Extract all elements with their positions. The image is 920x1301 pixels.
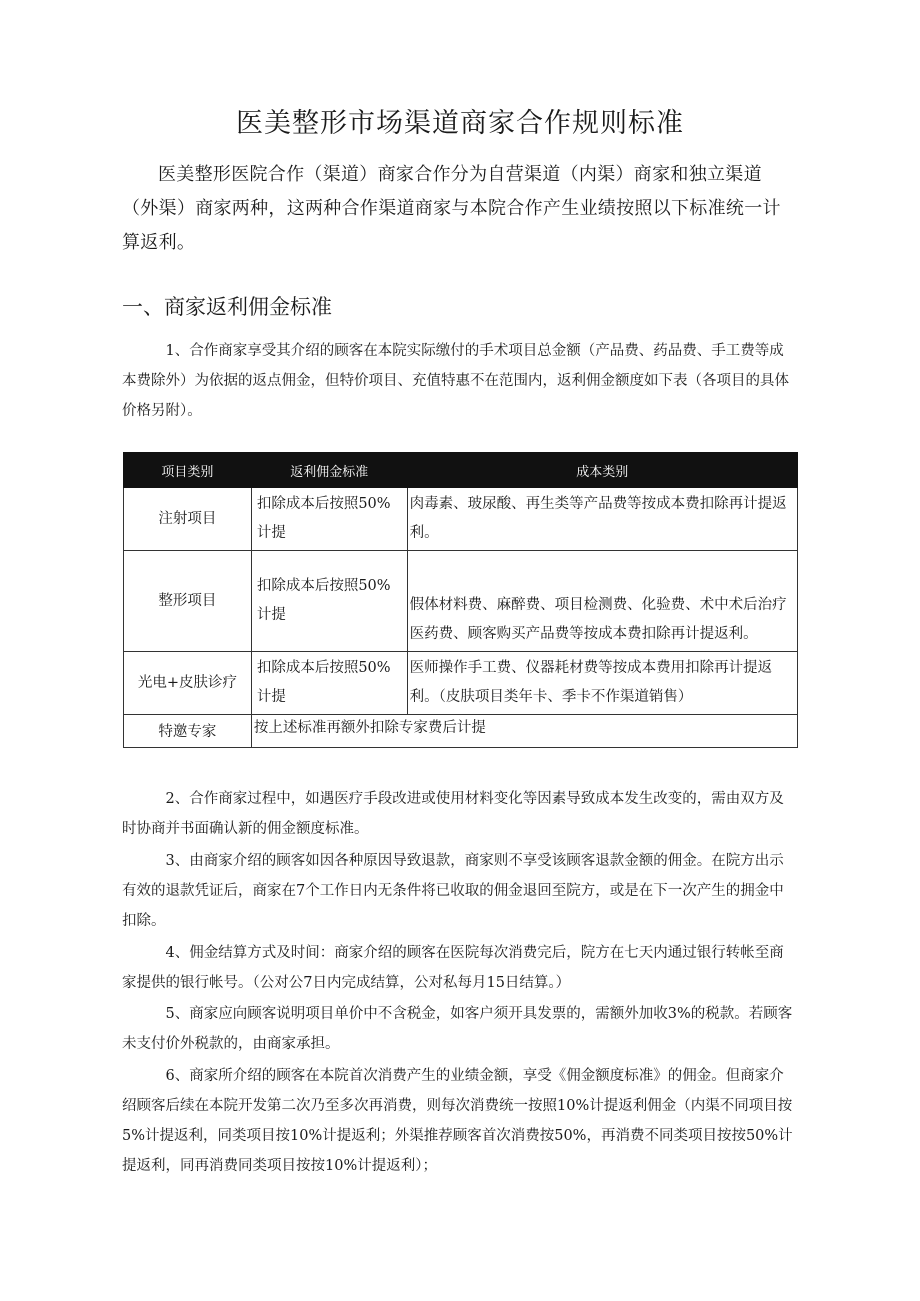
cell-category: 特邀专家 xyxy=(124,715,252,748)
table-header-row xyxy=(124,453,798,488)
cell-standard: 扣除成本后按照50%计提 xyxy=(251,488,407,551)
paragraph-3: 3、由商家介绍的顾客如因各种原因导致退款，商家则不享受该顾客退款金额的佣金。在院方出示有效的退款凭证后，商家在7个工作日内无条件将已收取的佣金退回至院方，或是在下一次产生的拥金中扣除。 xyxy=(122,853,784,929)
header-cost: 成本类别 xyxy=(407,453,797,488)
paragraph-6: 6、商家所介绍的顾客在本院首次消费产生的业绩金额，享受《佣金额度标准》的佣金。但商家介绍顾客后续在本院开发第二次乃至多次再消费，则每次消费统一按照10%计提返利佣金（内渠不同项目按5%计提返利，同类项目按10%计提返利；外渠推荐顾客首次消费按50%，再消费不同类项目按按50%计提返利，同再消费同类项目按按10%计提返利）； xyxy=(122,1068,793,1174)
cell-cost: 肉毒素、玻尿酸、再生类等产品费等按成本费扣除再计提返利。 xyxy=(407,488,797,551)
cell-category: 注射项目 xyxy=(124,488,252,551)
paragraph-5: 5、商家应向顾客说明项目单价中不含税金，如客户须开具发票的，需额外加收3%的税款。若顾客未支付价外税款的，由商家承担。 xyxy=(122,1006,793,1052)
cell-merged-standard: 按上述标准再额外扣除专家费后计提 xyxy=(251,715,797,748)
paragraph-1: 1、合作商家享受其介绍的顾客在本院实际缴付的手术项目总金额（产品费、药品费、手工费等成本费除外）为依据的返点佣金，但特价项目、充值特惠不在范围内，返利佣金额度如下表（各项目的具体价格另附）。 xyxy=(122,343,789,419)
cell-cost: 医师操作手工费、仪器耗材费等按成本费用扣除再计提返利。（皮肤项目类年卡、季卡不作渠道销售） xyxy=(407,652,797,715)
cell-category: 整形项目 xyxy=(124,551,252,652)
document-title: 医美整形市场渠道商家合作规则标准 xyxy=(236,108,684,139)
cell-cost: 假体材料费、麻醉费、项目检测费、化验费、术中术后治疗医药费、顾客购买产品费等按成本费扣除再计提返利。 xyxy=(407,551,797,652)
table-row xyxy=(124,488,798,551)
paragraph-2: 2、合作商家过程中，如遇医疗手段改进或使用材料变化等因素导致成本发生改变的，需由双方及时协商并书面确认新的佣金额度标准。 xyxy=(122,791,784,837)
cell-category: 光电+皮肤诊疗 xyxy=(124,652,252,715)
header-category: 项目类别 xyxy=(124,453,252,488)
table-row xyxy=(124,652,798,715)
paragraph-4: 4、佣金结算方式及时间：商家介绍的顾客在医院每次消费完后，院方在七天内通过银行转帐至商家提供的银行帐号。（公对公7日内完成结算，公对私每月15日结算。） xyxy=(122,945,784,991)
table-row xyxy=(124,715,798,748)
section-heading-rebate: 一、商家返利佣金标准 xyxy=(122,295,332,319)
table-row xyxy=(124,551,798,652)
intro-paragraph: 医美整形医院合作（渠道）商家合作分为自营渠道（内渠）商家和独立渠道（外渠）商家两种，这两种合作渠道商家与本院合作产生业绩按照以下标准统一计算返利。 xyxy=(122,164,781,253)
rebate-table xyxy=(123,452,798,748)
cell-standard: 扣除成本后按照50%计提 xyxy=(251,551,407,652)
header-standard: 返利佣金标准 xyxy=(251,453,407,488)
cell-standard: 扣除成本后按照50%计提 xyxy=(251,652,407,715)
